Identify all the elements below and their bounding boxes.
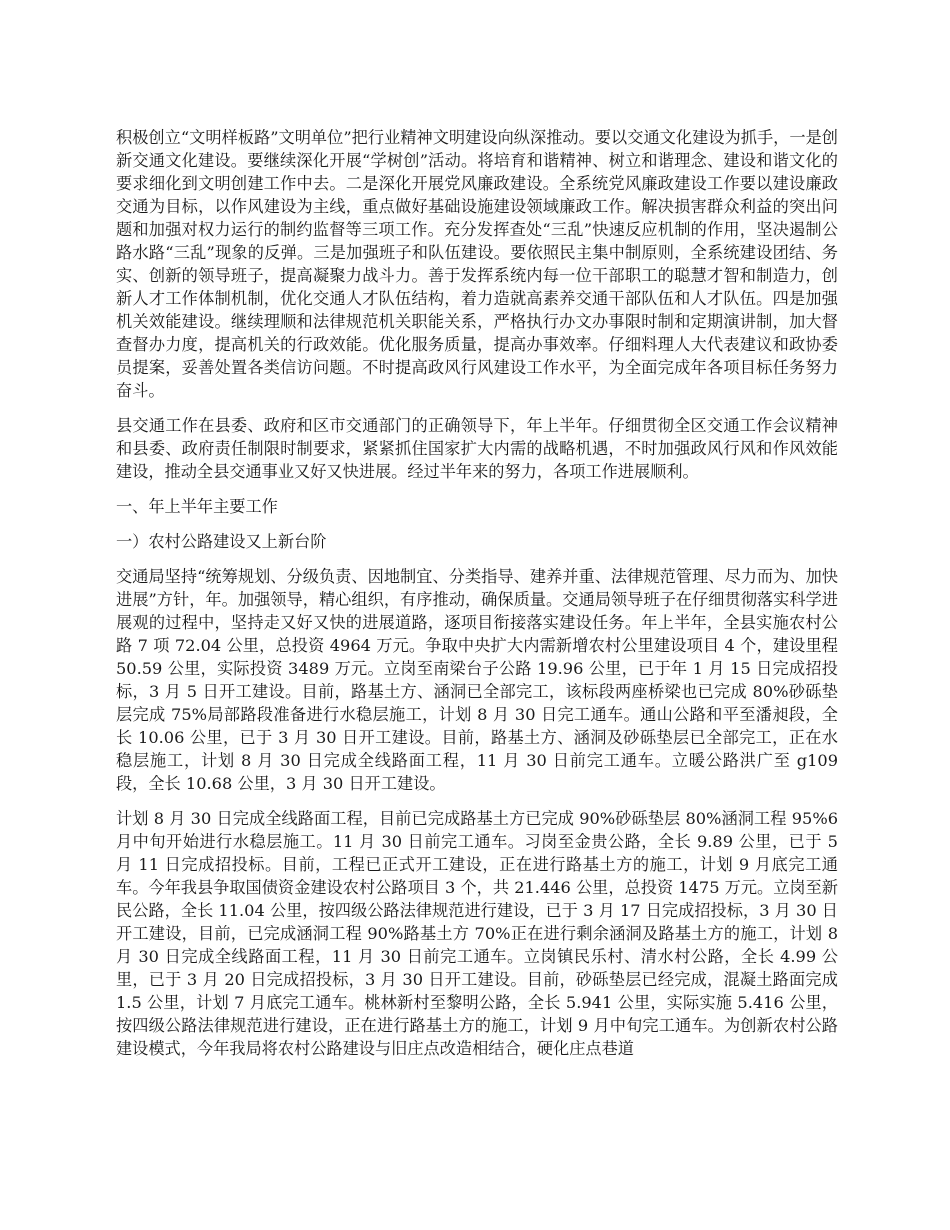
document-page	[116, 126, 838, 1072]
subsection-heading: 一）农村公路建设又上新台阶	[116, 532, 327, 551]
paragraph-road-projects: 计划 8 月 30 日完成全线路面工程，目前已完成路基土方已完成 90%砂砾垫层 80%涵洞工程 95%6 月中旬开始进行水稳层施工。11 月 30 日前完工通车。习岗至金贵公路，全长 9.89 公里，已于 5 月 11 日完成招投标。目前，工程已正式开工建设，正在进行路基土方的施工，计划 9 月底完工通车。今年我县争取国债资金建设农村公路项目 3 个，共 21.446 公里，总投资 1475 万元。立岗至新民公路，全长 11.04 公里，按四级公路法律规范进行建设，已于 3 月 17 日完成招投标，3 月 30 日开工建设，目前，已完成涵洞工程 90%路基土方 70%正在进行剩余涵洞及路基土方的施工，计划 8 月 30 日完成全线路面工程，11 月 30 日前完工通车。立岗镇民乐村、清水村公路，全长 4.99 公里，已于 3 月 20 日完成招投标，3 月 30 日开工建设。目前，砂砾垫层已经完成，混凝土路面完成 1.5 公里，计划 7 月底完工通车。桃林新村至黎明公路，全长 5.941 公里，实际实施 5.416 公里，按四级公路法律规范进行建设，正在进行路基土方的施工，计划 9 月中旬完工通车。为创新农村公路建设模式，今年我局将农村公路建设与旧庄点改造相结合，硬化庄点巷道	[116, 809, 838, 1058]
paragraph-culture-construction: 积极创立“文明样板路”文明单位”把行业精神文明建设向纵深推动。要以交通文化建设为抓手，一是创新交通文化建设。要继续深化开展“学树创”活动。将培育和谐精神、树立和谐理念、建设和谐文化的要求细化到文明创建工作中去。二是深化开展党风廉政建设。全系统党风廉政建设工作要以建设廉政交通为目标，以作风建设为主线，重点做好基础设施建设领域廉政工作。解决损害群众利益的突出问题和加强对权力运行的制约监督等三项工作。充分发挥查处“三乱”快速反应机制的作用，坚决遏制公路水路“三乱”现象的反弹。三是加强班子和队伍建设。要依照民主集中制原则，全系统建设团结、务实、创新的领导班子，提高凝聚力战斗力。善于发挥系统内每一位干部职工的聪慧才智和制造力，创新人才工作体制机制，优化交通人才队伍结构，着力造就高素养交通干部队伍和人才队伍。四是加强机关效能建设。继续理顺和法律规范机关职能关系，严格执行办文办事限时制和定期演讲制，加大督查督办力度，提高机关的行政效能。优化服务质量，提高办事效率。仔细料理人大代表建议和政协委员提案，妥善处置各类信访问题。不时提高政风行风建设工作水平，为全面完成年各项目标任务努力奋斗。	[116, 128, 838, 400]
section-heading: 一、年上半年主要工作	[116, 497, 278, 516]
paragraph-rural-roads: 交通局坚持“统筹规划、分级负责、因地制宜、分类指导、建养并重、法律规范管理、尽力而为、加快进展”方针，年。加强领导，精心组织，有序推动，确保质量。交通局领导班子在仔细贯彻落实科学进展观的过程中，坚持走又好又快的进展道路，逐项目衔接落实建设任务。年上半年，全县实施农村公路 7 项 72.04 公里，总投资 4964 万元。争取中央扩大内需新增农村公里建设项目 4 个，建设里程 50.59 公里，实际投资 3489 万元。立岗至南梁台子公路 19.96 公里，已于年 1 月 15 日完成招投标，3 月 5 日开工建设。目前，路基土方、涵洞已全部完工，该标段两座桥梁也已完成 80%砂砾垫层完成 75%局部路段准备进行水稳层施工，计划 8 月 30 日完工通车。通山公路和平至潘昶段，全长 10.06 公里，已于 3 月 30 日开工建设。目前，路基土方、涵洞及砂砾垫层已全部完工，正在水稳层施工，计划 8 月 30 日完成全线路面工程，11 月 30 日前完工通车。立暖公路洪广至 g109 段，全长 10.68 公里，3 月 30 日开工建设。	[116, 567, 838, 793]
paragraph-intro-summary: 县交通工作在县委、政府和区市交通部门的正确领导下，年上半年。仔细贯彻全区交通工作会议精神和县委、政府责任制限时制要求，紧紧抓住国家扩大内需的战略机遇，不时加强政风行风和作风效能建设，推动全县交通事业又好又快进展。经过半年来的努力，各项工作进展顺利。	[116, 416, 838, 481]
